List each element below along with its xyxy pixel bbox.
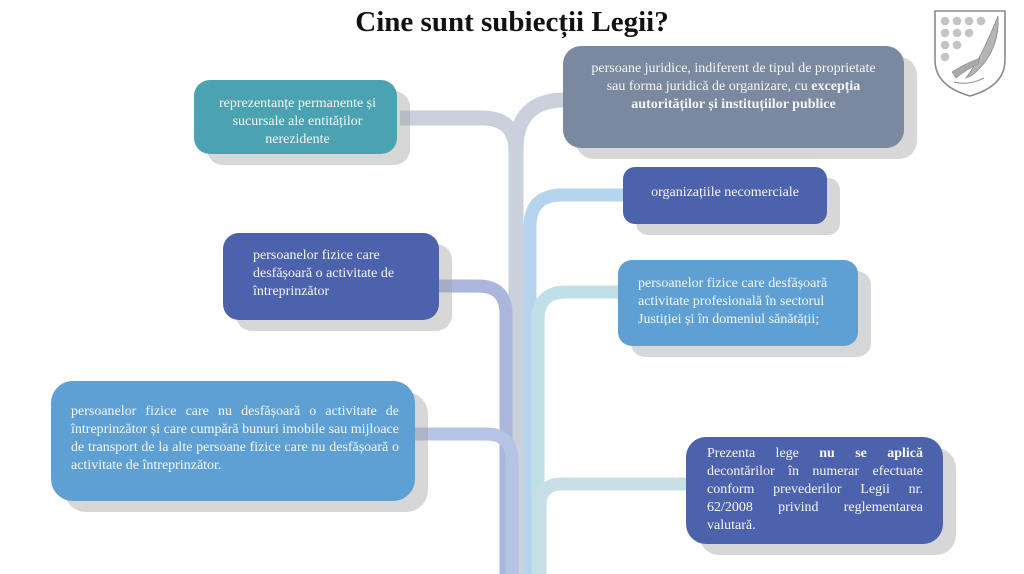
slide-title: Cine sunt subiecții Legii? [355,6,669,38]
shield-crest-icon [932,8,1008,98]
node-juridice-line3: autorităților și instituțiilor publice [631,97,836,112]
node-necomerciale-text: organizațiile necomerciale [651,185,799,200]
node-intreprinzator-text: persoanelor fizice care desfășoară o activitate de întreprinzător [253,248,395,299]
node-persoane-intreprinzator [223,233,439,320]
connector-imobile [410,434,512,574]
node-organizatii-necomerciale [623,167,827,224]
node-persoane-imobile [51,381,415,501]
node-persoane-juridice [563,46,904,148]
node-juridice-line1: persoane juridice, indiferent de tipul de proprietate [591,61,876,76]
connector-juridice [516,100,565,150]
connector-trunk [400,118,516,574]
node-reprezentante-text: reprezentanțe permanente și sucursale ale entităților nerezidente [218,96,377,147]
node-juridice-exceptia: excepția [811,79,861,94]
node-exceptie-lege: Prezenta lege nu se aplică decontărilor în numerar efectuate conform prevederilor Legii nr. 62/2008 privind reglementarea valutară. [686,437,943,544]
node-exceptie-nu-se-aplica: nu se aplică [819,446,923,461]
connector-exceptie [540,484,690,574]
node-imobile-text: persoanelor fizice care nu desfășoară o activitate de întreprinzător și care cumpără bunuri imobile sau mijloace de transport de la alte persoane fizice care nu desfășoară o activitate de întreprinzător. [71,404,399,473]
node-reprezentante-nerezidente [194,80,397,154]
node-juridice-line2: sau forma juridică de organizare, cu excepția [606,79,861,94]
node-profesionala-text: persoanelor fizice care desfășoară activitate profesională în sectorul Justiției și în domeniul sănătății; [638,276,828,327]
connector-profesionala [538,292,620,574]
node-persoane-profesionala [618,260,858,346]
